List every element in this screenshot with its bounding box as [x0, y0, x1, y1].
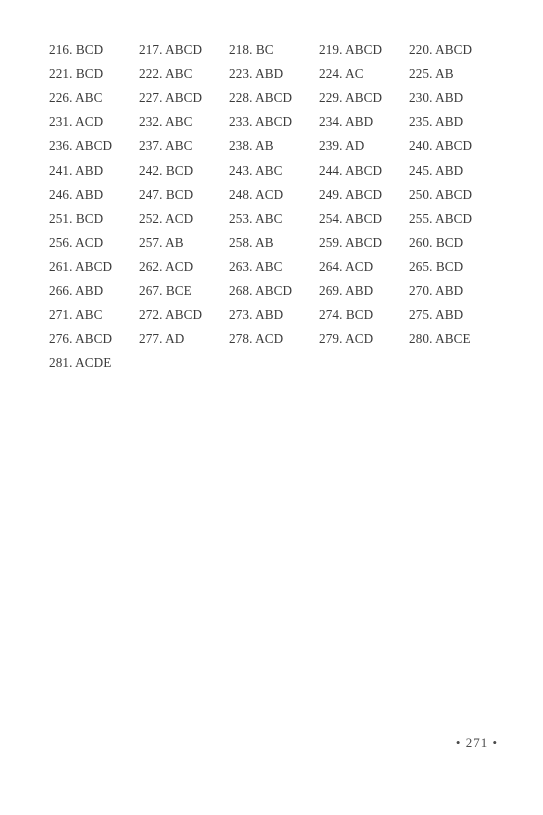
answer-row [49, 62, 499, 86]
answer-item: 244. ABCD [319, 162, 383, 178]
answer-item: 262. ACD [139, 258, 194, 274]
answer-item: 270. ABD [409, 282, 464, 298]
answer-item: 219. ABCD [319, 42, 383, 58]
answer-row [49, 38, 499, 62]
answer-item: 266. ABD [49, 282, 104, 298]
answer-item: 237. ABC [139, 138, 193, 154]
page-number: • 271 • [455, 735, 498, 750]
answer-item: 267. BCE [139, 282, 192, 298]
answer-item: 217. ABCD [139, 42, 203, 58]
answer-item: 252. ACD [139, 210, 194, 226]
answer-item: 249. ABCD [319, 186, 383, 202]
answer-item: 268. ABCD [229, 282, 293, 298]
answer-row [49, 255, 499, 279]
answer-item: 260. BCD [409, 234, 464, 250]
answer-item: 277. AD [139, 331, 185, 347]
answer-item: 232. ABC [139, 114, 193, 130]
answer-item: 264. ACD [319, 258, 374, 274]
answer-item: 271. ABC [49, 307, 103, 323]
answer-item: 243. ABC [229, 162, 283, 178]
answer-item: 246. ABD [49, 186, 104, 202]
answer-item: 227. ABCD [139, 90, 203, 106]
answer-item: 224. AC [319, 66, 364, 82]
answer-item: 234. ABD [319, 114, 374, 130]
answer-item: 263. ABC [229, 258, 283, 274]
answer-item: 280. ABCE [409, 331, 471, 347]
answer-item: 220. ABCD [409, 42, 473, 58]
answer-item: 273. ABD [229, 307, 284, 323]
answer-item: 279. ACD [319, 331, 374, 347]
answer-item: 258. AB [229, 234, 274, 250]
answer-item: 261. ABCD [49, 258, 113, 274]
answer-row [49, 183, 499, 207]
answer-item: 230. ABD [409, 90, 464, 106]
answer-item: 228. ABCD [229, 90, 293, 106]
answer-item: 247. BCD [139, 186, 194, 202]
answer-item: 216. BCD [49, 42, 104, 58]
answer-row [49, 351, 499, 375]
answer-row [49, 134, 499, 158]
answer-item: 259. ABCD [319, 234, 383, 250]
answer-item: 251. BCD [49, 210, 104, 226]
answer-item: 221. BCD [49, 66, 104, 82]
answer-item: 254. ABCD [319, 210, 383, 226]
answer-key-grid [49, 38, 499, 375]
answer-item: 255. ABCD [409, 210, 473, 226]
answer-item: 250. ABCD [409, 186, 473, 202]
answer-item: 242. BCD [139, 162, 194, 178]
answer-item: 218. BC [229, 42, 274, 58]
answer-item: 253. ABC [229, 210, 283, 226]
answer-item: 238. AB [229, 138, 274, 154]
answer-item: 269. ABD [319, 282, 374, 298]
answer-item: 231. ACD [49, 114, 104, 130]
answer-item: 235. ABD [409, 114, 464, 130]
answer-item: 278. ACD [229, 331, 284, 347]
answer-item: 229. ABCD [319, 90, 383, 106]
answer-row [49, 231, 499, 255]
answer-item: 241. ABD [49, 162, 104, 178]
answer-item: 245. ABD [409, 162, 464, 178]
answer-row [49, 279, 499, 303]
answer-row [49, 327, 499, 351]
answer-item: 226. ABC [49, 90, 103, 106]
answer-item: 274. BCD [319, 307, 374, 323]
answer-item: 281. ACDE [49, 355, 112, 371]
answer-item: 275. ABD [409, 307, 464, 323]
answer-row [49, 158, 499, 182]
answer-item: 223. ABD [229, 66, 284, 82]
answer-item: 222. ABC [139, 66, 193, 82]
answer-item: 272. ABCD [139, 307, 203, 323]
answer-item: 236. ABCD [49, 138, 113, 154]
answer-item: 276. ABCD [49, 331, 113, 347]
answer-item: 233. ABCD [229, 114, 293, 130]
answer-item: 240. ABCD [409, 138, 473, 154]
answer-row [49, 86, 499, 110]
answer-item: 265. BCD [409, 258, 464, 274]
answer-item: 239. AD [319, 138, 365, 154]
answer-row [49, 207, 499, 231]
answer-row [49, 303, 499, 327]
answer-item: 257. AB [139, 234, 184, 250]
answer-row [49, 110, 499, 134]
answer-item: 248. ACD [229, 186, 284, 202]
answer-item: 225. AB [409, 66, 454, 82]
answer-item: 256. ACD [49, 234, 104, 250]
